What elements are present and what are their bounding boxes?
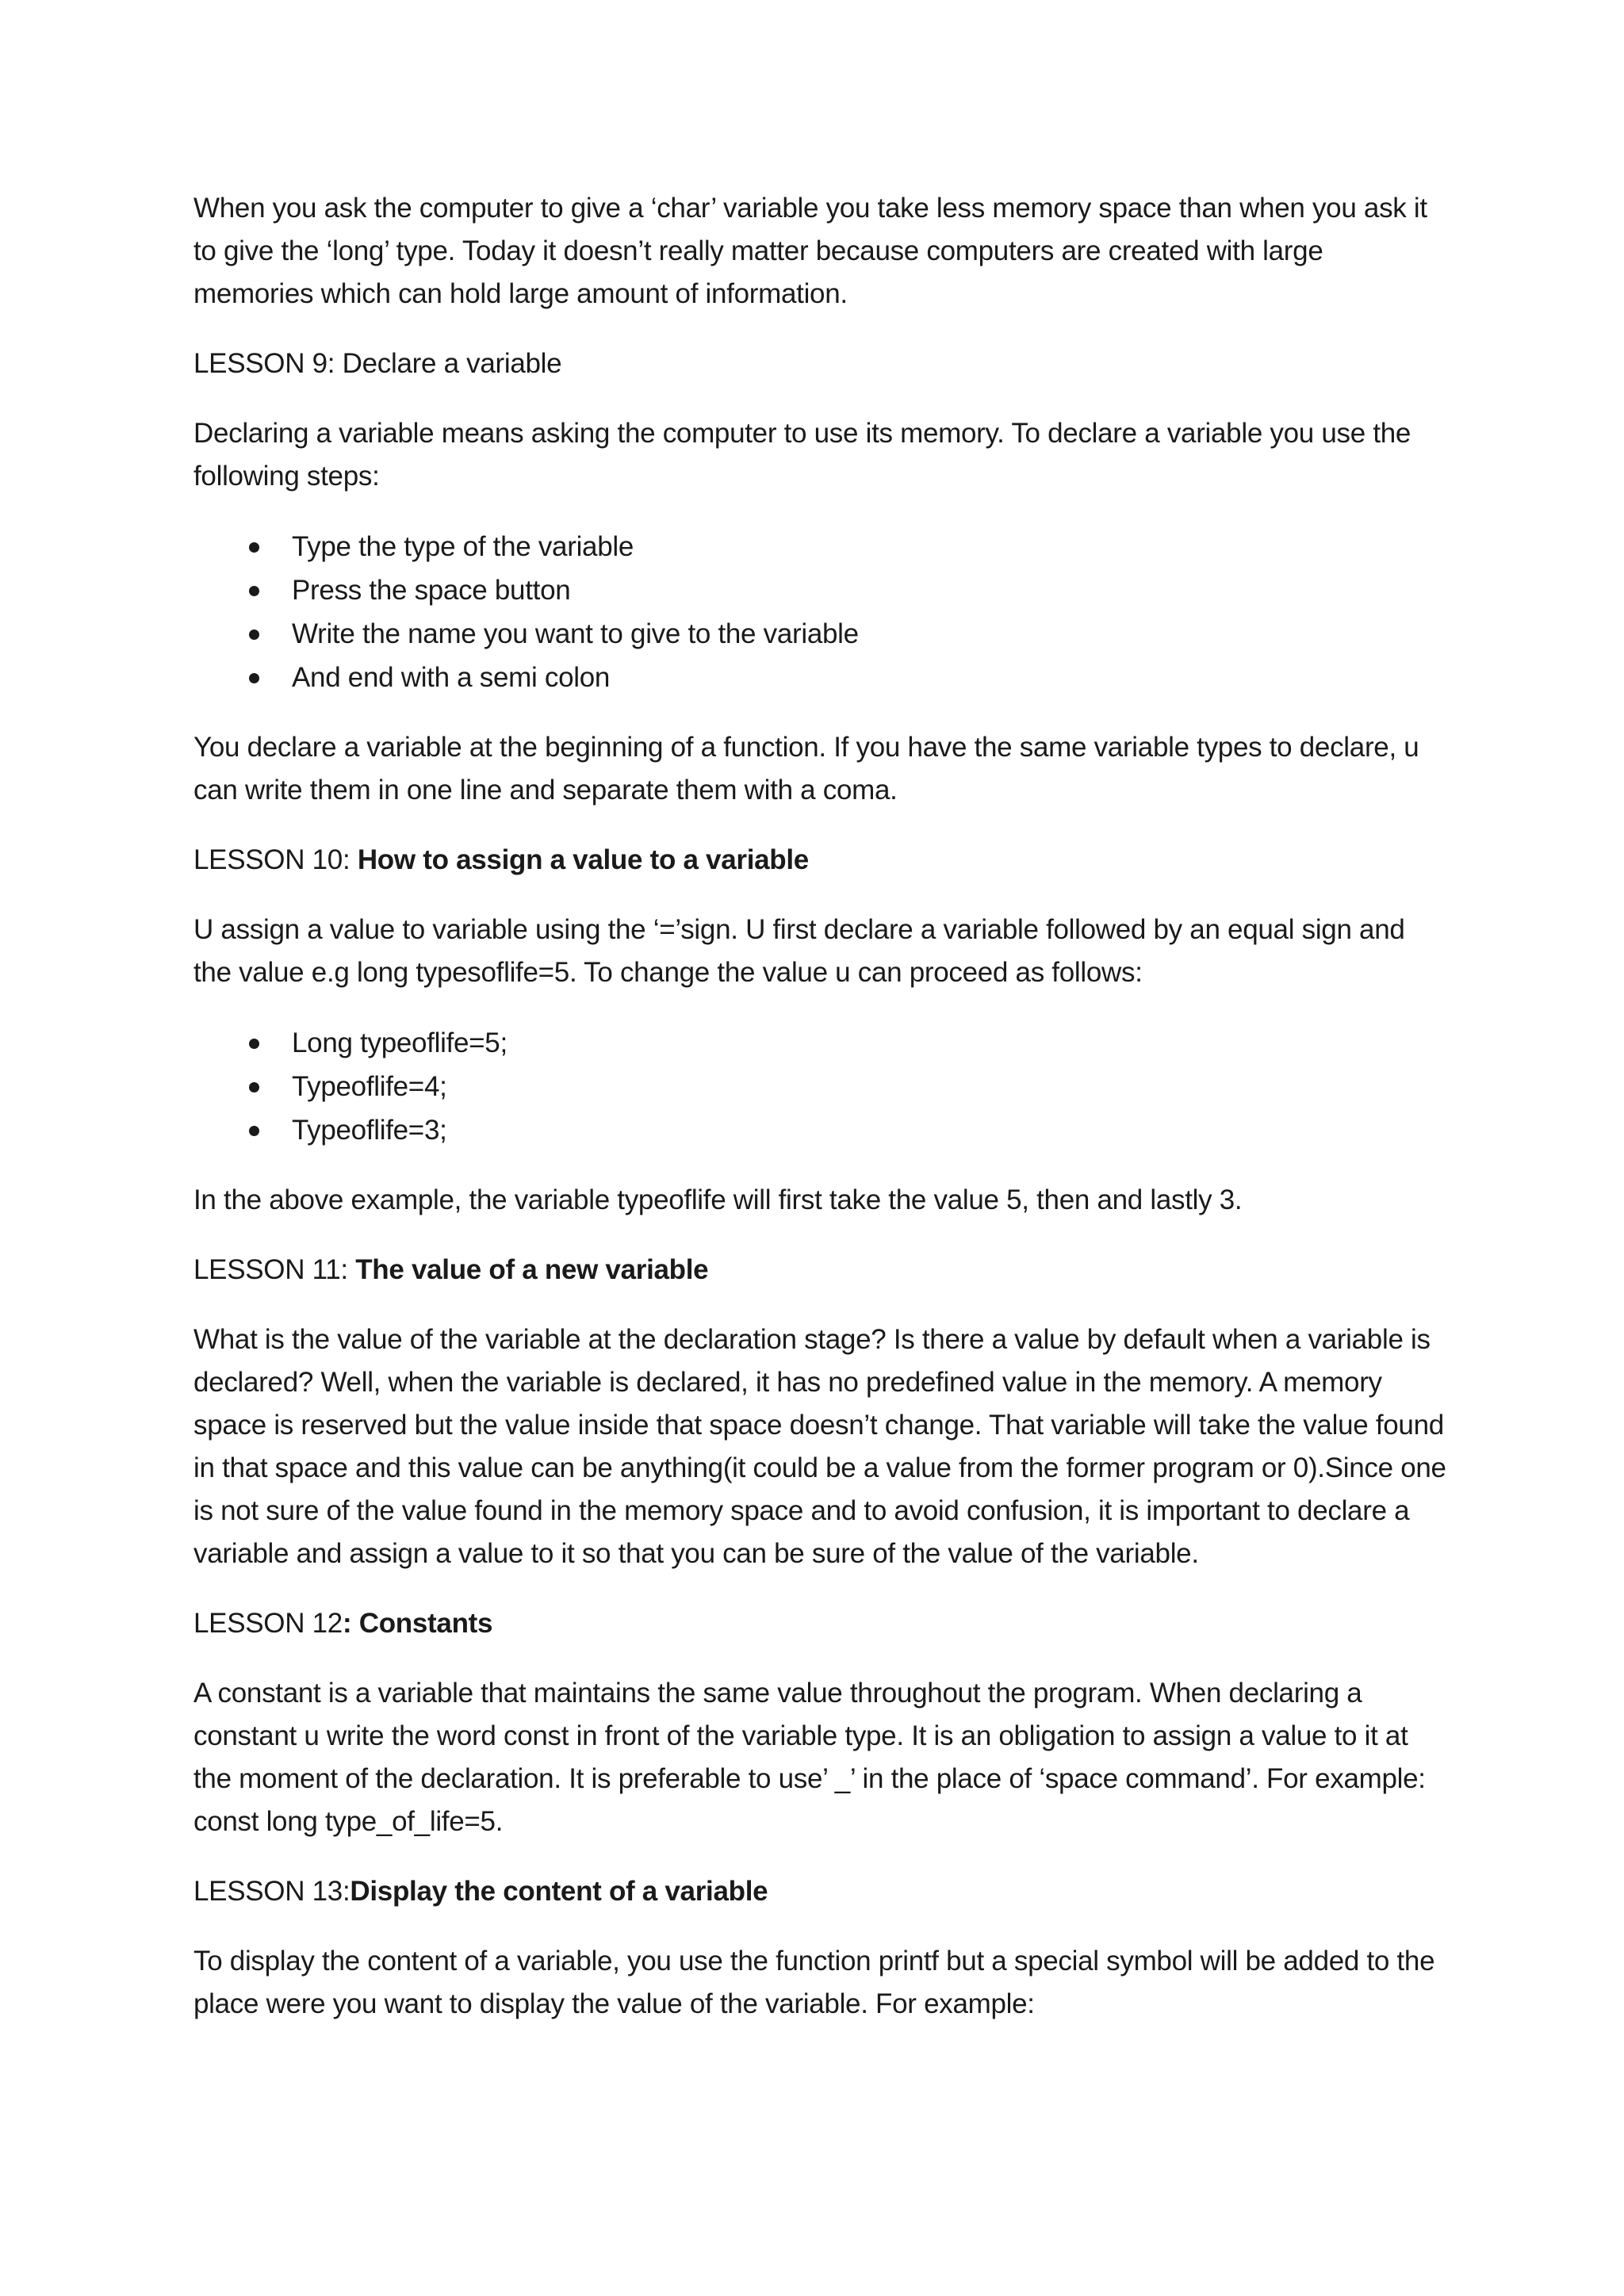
lesson-13-label: LESSON 13: bbox=[193, 1876, 350, 1907]
list-item: And end with a semi colon bbox=[193, 656, 1446, 699]
lesson-10-title: How to assign a value to a variable bbox=[357, 844, 809, 875]
lesson-9-title: Declare a variable bbox=[342, 348, 562, 379]
lesson-10-paragraph: U assign a value to variable using the ‘=’sign. U first declare a variable followed by an equal sign and the value e.g long typesoflife=5. To change the value u can proceed as follows: bbox=[193, 914, 1405, 988]
lesson-10-examples-list bbox=[193, 1021, 1446, 1152]
lesson-11-heading bbox=[193, 1249, 1446, 1292]
lesson-12-heading bbox=[193, 1602, 1446, 1645]
lesson-9-paragraph-2: You declare a variable at the beginning of a function. If you have the same variable types to declare, u can write them in one line and separate them with a coma. bbox=[193, 732, 1419, 806]
list-item: Write the name you want to give to the variable bbox=[193, 612, 1446, 656]
list-item: Long typeoflife=5; bbox=[193, 1021, 1446, 1065]
lesson-9-steps-list bbox=[193, 525, 1446, 699]
lesson-12-paragraph: A constant is a variable that maintains the same value throughout the program. When declaring a constant u write the word const in front of the variable type. It is an obligation to assign a value to it at the moment of the declaration. It is preferable to use’ _’ in the place of ‘space command’. For example: const long type_of_life=5. bbox=[193, 1678, 1426, 1837]
list-item: Typeoflife=4; bbox=[193, 1065, 1446, 1108]
list-item: Press the space button bbox=[193, 568, 1446, 612]
lesson-9-paragraph: Declaring a variable means asking the computer to use its memory. To declare a variable you use the following steps: bbox=[193, 418, 1411, 492]
list-item: Type the type of the variable bbox=[193, 525, 1446, 568]
lesson-9-label: LESSON 9: bbox=[193, 348, 343, 379]
lesson-11-paragraph: What is the value of the variable at the declaration stage? Is there a value by default when a variable is declared? Well, when the variable is declared, it has no predefined value in the memory. A memory space is reserved but the value inside that space doesn’t change. That variable will take the value found in that space and this value can be anything(it could be a value from the former program or 0).Since one is not sure of the value found in the memory space and to avoid confusion, it is important to declare a variable and assign a value to it so that you can be sure of the value of the variable. bbox=[193, 1324, 1446, 1569]
intro-paragraph: When you ask the computer to give a ‘char’ variable you take less memory space than when you ask it to give the ‘long’ type. Today it doesn’t really matter because computers are created with large memories which can hold large amount of information. bbox=[193, 193, 1427, 309]
lesson-9-heading bbox=[193, 342, 1446, 385]
lesson-12-label: LESSON 12 bbox=[193, 1608, 343, 1639]
lesson-13-title: Display the content of a variable bbox=[350, 1876, 768, 1907]
lesson-11-label: LESSON 11: bbox=[193, 1254, 356, 1285]
lesson-11-title: The value of a new variable bbox=[355, 1254, 709, 1285]
lesson-10-label: LESSON 10: bbox=[193, 844, 358, 875]
lesson-10-heading bbox=[193, 839, 1446, 882]
list-item: Typeoflife=3; bbox=[193, 1108, 1446, 1152]
lesson-13-paragraph: To display the content of a variable, you use the function printf but a special symbol will be added to the place were you want to display the value of the variable. For example: bbox=[193, 1946, 1435, 2019]
lesson-13-heading bbox=[193, 1870, 1446, 1913]
document-body bbox=[193, 187, 1446, 2053]
lesson-12-title: : Constants bbox=[342, 1608, 493, 1639]
lesson-10-paragraph-2: In the above example, the variable typeoflife will first take the value 5, then and lastly 3. bbox=[193, 1184, 1243, 1215]
